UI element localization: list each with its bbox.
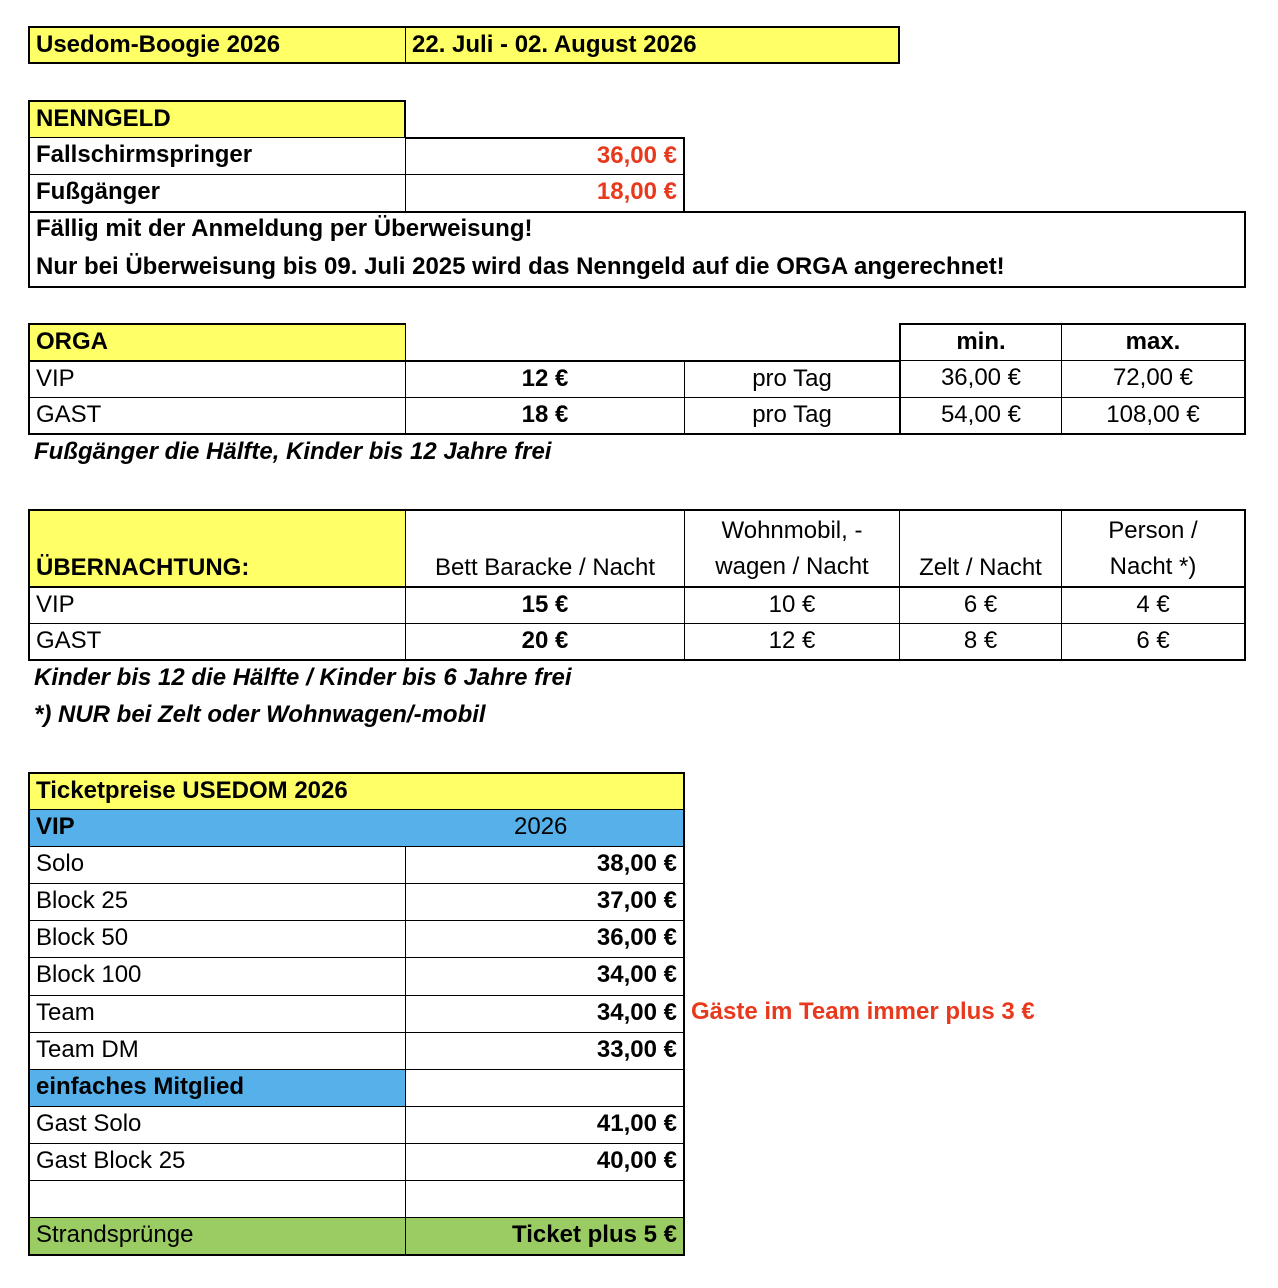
uebernachtung-col-person: Person / Nacht *) <box>1061 509 1246 587</box>
ticket-empty-label <box>28 1180 406 1218</box>
uebernachtung-row-gast-bett: 20 € <box>405 623 685 661</box>
orga-row-gast-unit: pro Tag <box>684 397 900 435</box>
uebernachtung-row-vip-label: VIP <box>28 586 406 624</box>
team-guest-note: Gäste im Team immer plus 3 € <box>691 998 1035 1025</box>
tickets-vip-header <box>28 809 685 847</box>
orga-row-gast-min: 54,00 € <box>899 397 1062 435</box>
nenngeld-value-springer: 36,00 € <box>405 137 685 175</box>
ticket-value-block100: 34,00 € <box>405 957 685 996</box>
ticket-label-block25: Block 25 <box>28 883 406 921</box>
ticket-label-block100: Block 100 <box>28 957 406 996</box>
ticket-label-teamdm: Team DM <box>28 1032 406 1070</box>
uebernachtung-title: ÜBERNACHTUNG: <box>28 509 406 587</box>
nenngeld-note-box <box>28 211 1246 288</box>
ticket-value-block25: 37,00 € <box>405 883 685 921</box>
nenngeld-note-line2: Nur bei Überweisung bis 09. Juli 2025 wird das Nenngeld auf die ORGA angerechnet! <box>36 253 1005 280</box>
ticket-label-gast-block25: Gast Block 25 <box>28 1143 406 1181</box>
strand-value: Ticket plus 5 € <box>405 1217 685 1256</box>
uebernachtung-note1: Kinder bis 12 die Hälfte / Kinder bis 6 Jahre frei <box>34 664 572 691</box>
uebernachtung-row-vip-bett: 15 € <box>405 586 685 624</box>
orga-col-min: min. <box>899 323 1062 361</box>
orga-row-vip-price: 12 € <box>405 360 685 398</box>
ticket-label-gast-solo: Gast Solo <box>28 1106 406 1144</box>
uebernachtung-col-bett: Bett Baracke / Nacht <box>405 509 685 587</box>
nenngeld-label-fussgaenger: Fußgänger <box>28 174 406 212</box>
ticket-value-solo: 38,00 € <box>405 846 685 884</box>
uebernachtung-col-zelt: Zelt / Nacht <box>899 509 1062 587</box>
orga-note: Fußgänger die Hälfte, Kinder bis 12 Jahre frei <box>34 438 552 465</box>
uebernachtung-row-gast-wohnmobil: 12 € <box>684 623 900 661</box>
ticket-label-solo: Solo <box>28 846 406 884</box>
ticket-value-teamdm: 33,00 € <box>405 1032 685 1070</box>
nenngeld-note-line1: Fällig mit der Anmeldung per Überweisung! <box>36 215 533 242</box>
ticket-label-block50: Block 50 <box>28 920 406 958</box>
orga-row-vip-unit: pro Tag <box>684 360 900 398</box>
ticket-value-team: 34,00 € <box>405 995 685 1033</box>
nenngeld-label-springer: Fallschirmspringer <box>28 137 406 175</box>
tickets-vip-year: 2026 <box>514 813 568 840</box>
orga-col-max: max. <box>1061 323 1246 361</box>
orga-row-gast-label: GAST <box>28 397 406 435</box>
strand-label: Strandsprünge <box>28 1217 406 1256</box>
tickets-member-empty <box>405 1069 685 1107</box>
uebernachtung-row-gast-label: GAST <box>28 623 406 661</box>
orga-row-vip-max: 72,00 € <box>1061 360 1246 398</box>
orga-row-vip-label: VIP <box>28 360 406 398</box>
ticket-empty-value <box>405 1180 685 1218</box>
uebernachtung-col-wohnmobil: Wohnmobil, -wagen / Nacht <box>684 509 900 587</box>
event-dates: 22. Juli - 02. August 2026 <box>405 26 900 64</box>
uebernachtung-row-gast-person: 6 € <box>1061 623 1246 661</box>
uebernachtung-row-vip-zelt: 6 € <box>899 586 1062 624</box>
event-title: Usedom-Boogie 2026 <box>28 26 406 64</box>
tickets-title: Ticketpreise USEDOM 2026 <box>28 772 685 810</box>
ticket-value-gast-solo: 41,00 € <box>405 1106 685 1144</box>
orga-row-gast-max: 108,00 € <box>1061 397 1246 435</box>
uebernachtung-row-gast-zelt: 8 € <box>899 623 1062 661</box>
nenngeld-title: NENNGELD <box>28 100 406 138</box>
ticket-label-team: Team <box>28 995 406 1033</box>
orga-row-gast-price: 18 € <box>405 397 685 435</box>
orga-title: ORGA <box>28 323 406 361</box>
ticket-value-block50: 36,00 € <box>405 920 685 958</box>
ticket-value-gast-block25: 40,00 € <box>405 1143 685 1181</box>
uebernachtung-note2: *) NUR bei Zelt oder Wohnwagen/-mobil <box>34 701 486 728</box>
uebernachtung-row-vip-person: 4 € <box>1061 586 1246 624</box>
nenngeld-value-fussgaenger: 18,00 € <box>405 174 685 212</box>
uebernachtung-row-vip-wohnmobil: 10 € <box>684 586 900 624</box>
tickets-vip-label: VIP <box>36 813 75 840</box>
tickets-member-header: einfaches Mitglied <box>28 1069 406 1107</box>
orga-row-vip-min: 36,00 € <box>899 360 1062 398</box>
